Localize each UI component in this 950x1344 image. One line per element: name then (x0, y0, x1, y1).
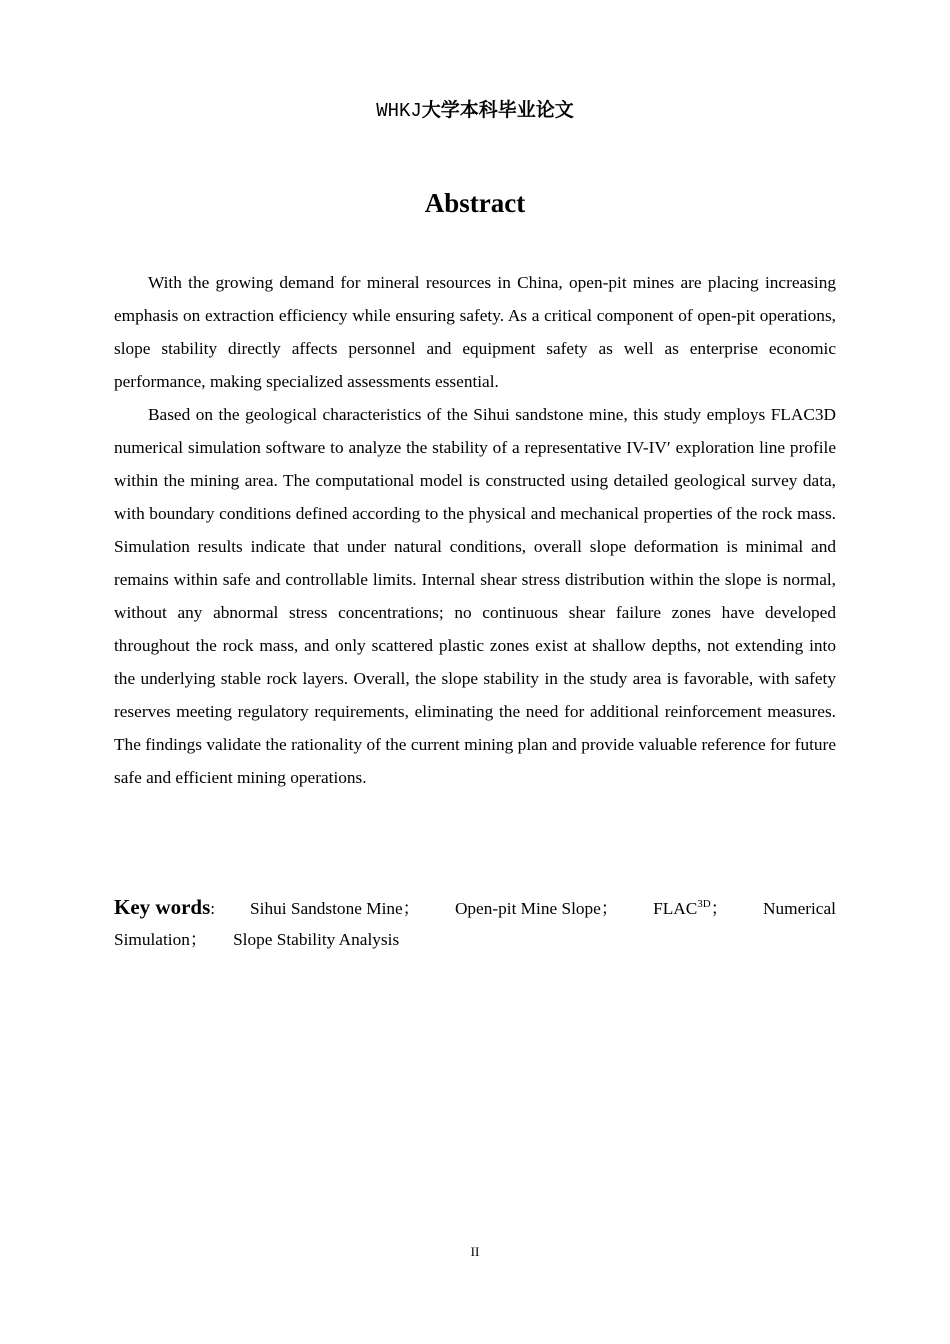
keywords-line-2 (114, 924, 836, 955)
keywords-label: Key words (114, 895, 211, 919)
keyword-4-part-1: Numerical (763, 899, 836, 918)
keywords-separator: : (210, 899, 216, 918)
abstract-paragraph-2: Based on the geological characteristics of the Sihui sandstone mine, this study employs FLAC3D numerical simulation software to analyze the stability of a representative IV-IV′ exploration line profile within the mining area. The computational model is constructed using detailed geological survey data, with boundary conditions defined according to the physical and mechanical properties of the rock mass. Simulation results indicate that under natural conditions, overall slope deformation is minimal and remains within safe and controllable limits. Internal shear stress distribution within the slope is normal, without any abnormal stress concentrations; no continuous shear failure zones have developed throughout the rock mass, and only scattered plastic zones exist at shallow depths, not extending into the underlying stable rock layers. Overall, the slope stability in the study area is favorable, with safety reserves meeting regulatory requirements, eliminating the need for additional reinforcement measures. The findings validate the rationality of the current mining plan and provide valuable reference for future safe and efficient mining operations. (114, 405, 836, 787)
keyword-1: Sihui Sandstone Mine； (250, 899, 420, 918)
page-number: II (470, 1244, 480, 1259)
abstract-paragraph-1: With the growing demand for mineral resources in China, open-pit mines are placing increasing emphasis on extraction efficiency while ensuring safety. As a critical component of open-pit operations, slope stability directly affects personnel and equipment safety as well as enterprise economic performance, making specialized assessments essential. (114, 273, 836, 391)
keywords-label-group (114, 892, 215, 924)
keyword-2: Open-pit Mine Slope； (454, 899, 619, 918)
keyword-4-part-2: Simulation； (114, 930, 208, 949)
abstract-body (114, 266, 836, 794)
running-header (0, 95, 950, 122)
keywords-block (114, 892, 836, 955)
keyword-5: Slope Stability Analysis (233, 930, 400, 949)
keyword-3-separator: ； (710, 899, 729, 918)
header-latin: WHKJ (376, 100, 422, 122)
abstract-title: Abstract (424, 188, 526, 218)
keywords-line-1 (114, 892, 836, 924)
header-cjk: 大学本科毕业论文 (421, 99, 574, 121)
keyword-3 (653, 893, 728, 924)
keyword-3-superscript: 3D (697, 898, 711, 910)
keyword-3-base: FLAC (653, 899, 698, 918)
